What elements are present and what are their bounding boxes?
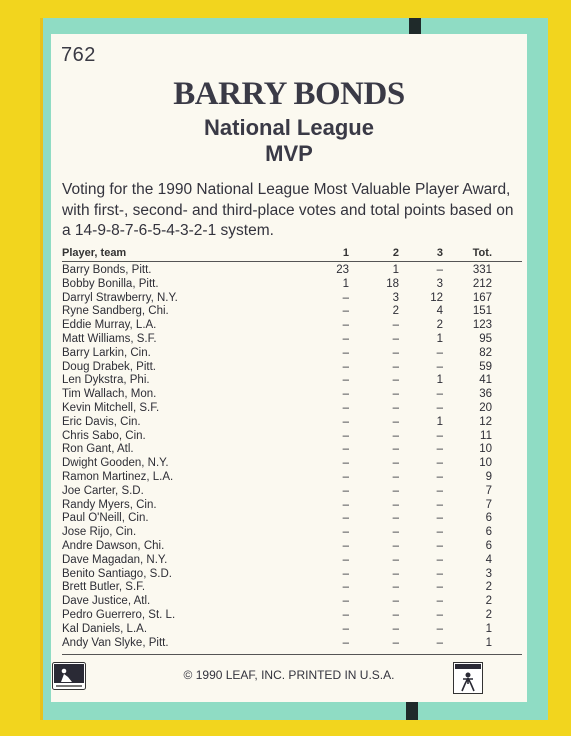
player-name: Ramon Martinez, L.A. — [62, 471, 174, 483]
third-votes: – — [436, 484, 443, 497]
first-votes: – — [342, 291, 349, 304]
total-points: 2 — [485, 595, 492, 608]
first-votes: – — [342, 595, 349, 608]
second-votes: 1 — [392, 264, 399, 276]
table-row — [51, 347, 527, 361]
second-votes: – — [392, 443, 399, 456]
first-votes: – — [342, 581, 349, 594]
table-row — [51, 485, 527, 499]
total-points: 6 — [485, 540, 492, 552]
table-row — [51, 264, 527, 278]
player-name: Jose Rijo, Cin. — [62, 526, 137, 539]
first-votes: – — [342, 415, 349, 428]
first-votes: – — [342, 346, 349, 359]
header-third: 3 — [436, 247, 443, 259]
third-votes: – — [436, 457, 443, 470]
player-name: Andre Dawson, Chi. — [62, 540, 165, 552]
card-subtitle — [51, 115, 527, 167]
second-votes: – — [392, 333, 399, 345]
third-votes: – — [436, 471, 443, 483]
player-name: Eric Davis, Cin. — [62, 415, 141, 428]
player-name: Joe Carter, S.D. — [62, 484, 144, 497]
first-votes: – — [342, 526, 349, 539]
second-votes: – — [392, 346, 399, 359]
table-row — [51, 388, 527, 402]
second-votes: – — [392, 512, 399, 525]
second-votes: – — [392, 429, 399, 442]
player-name: Darryl Strawberry, N.Y. — [62, 291, 178, 304]
table-row — [51, 568, 527, 582]
total-points: 10 — [479, 457, 492, 470]
table-row — [51, 361, 527, 375]
table-row — [51, 416, 527, 430]
first-votes: – — [342, 498, 349, 511]
third-votes: – — [436, 636, 443, 649]
player-name: Randy Myers, Cin. — [62, 498, 157, 511]
player-name: Brett Butler, S.F. — [62, 581, 146, 594]
total-points: 4 — [485, 553, 492, 566]
total-points: 212 — [472, 277, 492, 290]
total-points: 7 — [485, 498, 492, 511]
second-votes: – — [392, 415, 399, 428]
total-points: 331 — [472, 264, 492, 276]
first-votes: – — [342, 553, 349, 566]
first-votes: 1 — [342, 277, 349, 290]
first-votes: – — [342, 609, 349, 621]
table-row — [51, 292, 527, 306]
first-votes: – — [342, 567, 349, 580]
table-row — [51, 512, 527, 526]
table-row — [51, 637, 527, 651]
table-row — [51, 471, 527, 485]
total-points: 41 — [479, 374, 492, 387]
third-votes: – — [436, 498, 443, 511]
first-votes: – — [342, 622, 349, 635]
player-name: Barry Bonds, Pitt. — [62, 264, 152, 276]
total-points: 2 — [485, 609, 492, 621]
second-votes: – — [392, 553, 399, 566]
header-first: 1 — [342, 247, 349, 259]
player-name: Eddie Murray, L.A. — [62, 319, 157, 332]
first-votes: – — [342, 471, 349, 483]
total-points: 12 — [479, 415, 492, 428]
total-points: 82 — [479, 346, 492, 359]
table-row — [51, 609, 527, 623]
first-votes: – — [342, 360, 349, 373]
player-name: Andy Van Slyke, Pitt. — [62, 636, 169, 649]
first-votes: – — [342, 540, 349, 552]
table-row — [51, 595, 527, 609]
player-name: Dave Magadan, N.Y. — [62, 553, 168, 566]
player-name: Kevin Mitchell, S.F. — [62, 402, 160, 414]
second-votes: 3 — [392, 291, 399, 304]
player-name: Chris Sabo, Cin. — [62, 429, 146, 442]
first-votes: – — [342, 484, 349, 497]
table-row — [51, 554, 527, 568]
table-row — [51, 402, 527, 416]
third-votes: – — [436, 402, 443, 414]
third-votes: – — [436, 429, 443, 442]
second-votes: – — [392, 319, 399, 332]
total-points: 6 — [485, 526, 492, 539]
card-back — [51, 34, 527, 702]
first-votes: – — [342, 457, 349, 470]
table-row — [51, 526, 527, 540]
first-votes: – — [342, 636, 349, 649]
third-votes: – — [436, 567, 443, 580]
second-votes: – — [392, 402, 399, 414]
third-votes: 1 — [436, 415, 443, 428]
third-votes: – — [436, 540, 443, 552]
third-votes: – — [436, 443, 443, 456]
player-name: Doug Drabek, Pitt. — [62, 360, 156, 373]
border-stripe-bottom — [406, 702, 418, 720]
table-row — [51, 333, 527, 347]
intro-text: Voting for the 1990 National League Most Valuable Player Award, with first-, second- and third-place votes and total points based on a 14-9-8-7-6-5-4-3-2-1 system. — [62, 181, 514, 239]
first-votes: – — [342, 402, 349, 414]
player-name: Ryne Sandberg, Chi. — [62, 305, 169, 318]
player-name: Dwight Gooden, N.Y. — [62, 457, 169, 470]
total-points: 1 — [485, 622, 492, 635]
third-votes: – — [436, 360, 443, 373]
third-votes: – — [436, 553, 443, 566]
total-points: 123 — [472, 319, 492, 332]
second-votes: 18 — [386, 277, 399, 290]
player-name: Tim Wallach, Mon. — [62, 388, 157, 401]
second-votes: – — [392, 471, 399, 483]
subtitle-award: MVP — [265, 141, 313, 166]
copyright-footer: © 1990 LEAF, INC. PRINTED IN U.S.A. — [183, 668, 395, 682]
card-number: 762 — [61, 44, 96, 66]
total-points: 7 — [485, 484, 492, 497]
third-votes: – — [436, 388, 443, 401]
total-points: 59 — [479, 360, 492, 373]
first-votes: – — [342, 374, 349, 387]
second-votes: – — [392, 581, 399, 594]
second-votes: – — [392, 567, 399, 580]
player-name: Barry Larkin, Cin. — [62, 346, 151, 359]
second-votes: – — [392, 622, 399, 635]
table-row — [51, 581, 527, 595]
second-votes: – — [392, 388, 399, 401]
header-second: 2 — [392, 247, 399, 259]
third-votes: 12 — [430, 291, 443, 304]
third-votes: – — [436, 512, 443, 525]
header-player: Player, team — [62, 247, 127, 259]
table-row — [51, 319, 527, 333]
card-title: BARRY BONDS — [173, 76, 405, 112]
second-votes: – — [392, 498, 399, 511]
third-votes: – — [436, 581, 443, 594]
second-votes: – — [392, 484, 399, 497]
second-votes: – — [392, 636, 399, 649]
total-points: 20 — [479, 402, 492, 414]
first-votes: – — [342, 443, 349, 456]
total-points: 3 — [485, 567, 492, 580]
table-row — [51, 443, 527, 457]
footer-rule — [62, 654, 522, 655]
total-points: 2 — [485, 581, 492, 594]
second-votes: – — [392, 526, 399, 539]
total-points: 151 — [472, 305, 492, 318]
total-points: 36 — [479, 388, 492, 401]
table-row — [51, 499, 527, 513]
first-votes: – — [342, 429, 349, 442]
first-votes: – — [342, 333, 349, 345]
second-votes: 2 — [392, 305, 399, 318]
third-votes: – — [436, 264, 443, 276]
first-votes: – — [342, 305, 349, 318]
first-votes: – — [342, 388, 349, 401]
table-row — [51, 540, 527, 554]
second-votes: – — [392, 360, 399, 373]
total-points: 95 — [479, 333, 492, 345]
third-votes: – — [436, 595, 443, 608]
player-name: Dave Justice, Atl. — [62, 595, 151, 608]
table-row — [51, 430, 527, 444]
third-votes: 2 — [436, 319, 443, 332]
second-votes: – — [392, 540, 399, 552]
total-points: 6 — [485, 512, 492, 525]
second-votes: – — [392, 595, 399, 608]
first-votes: – — [342, 319, 349, 332]
total-points: 11 — [480, 429, 492, 442]
player-name: Ron Gant, Atl. — [62, 443, 134, 456]
player-name: Pedro Guerrero, St. L. — [62, 609, 176, 621]
third-votes: – — [436, 526, 443, 539]
third-votes: 3 — [436, 277, 443, 290]
player-name: Matt Williams, S.F. — [62, 333, 157, 345]
third-votes: – — [436, 346, 443, 359]
player-name: Bobby Bonilla, Pitt. — [62, 277, 159, 290]
third-votes: – — [436, 622, 443, 635]
player-name: Paul O'Neill, Cin. — [62, 512, 149, 525]
second-votes: – — [392, 609, 399, 621]
table-row — [51, 278, 527, 292]
player-name: Kal Daniels, L.A. — [62, 622, 148, 635]
first-votes: – — [342, 512, 349, 525]
total-points: 9 — [485, 471, 492, 483]
total-points: 167 — [472, 291, 492, 304]
subtitle-league: National League — [204, 115, 374, 140]
second-votes: – — [392, 457, 399, 470]
first-votes: 23 — [336, 264, 349, 276]
table-row — [51, 623, 527, 637]
header-rule — [62, 261, 522, 262]
table-row — [51, 305, 527, 319]
total-points: 1 — [485, 636, 492, 649]
table-row — [51, 374, 527, 388]
second-votes: – — [392, 374, 399, 387]
table-row — [51, 457, 527, 471]
third-votes: 4 — [436, 305, 443, 318]
third-votes: 1 — [436, 374, 443, 387]
player-name: Benito Santiago, S.D. — [62, 567, 172, 580]
third-votes: – — [436, 609, 443, 621]
header-total: Tot. — [472, 247, 492, 259]
total-points: 10 — [479, 443, 492, 456]
third-votes: 1 — [436, 333, 443, 345]
player-name: Len Dykstra, Phi. — [62, 374, 150, 387]
